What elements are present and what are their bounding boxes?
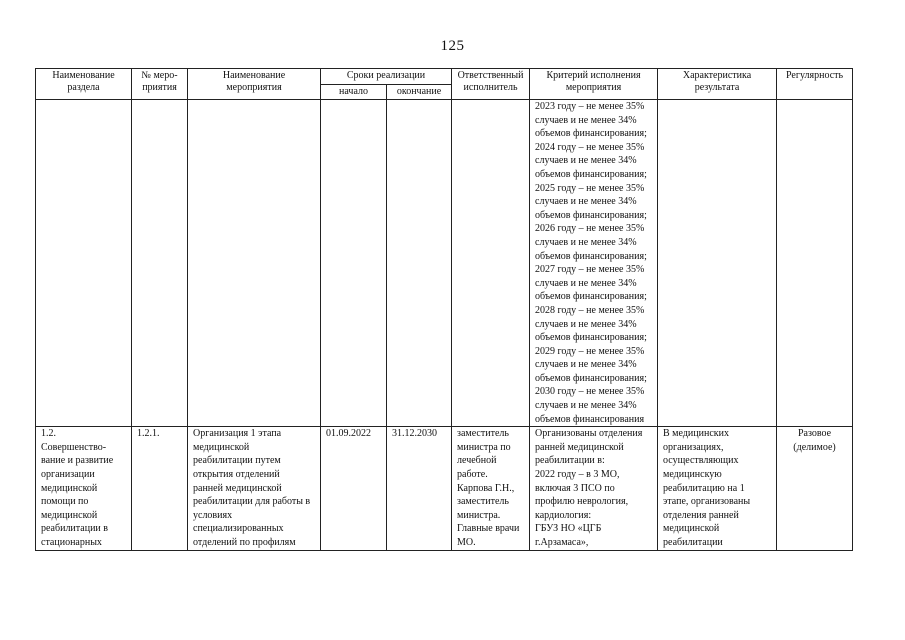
table-row-1-2-1	[36, 427, 853, 550]
cell-criterion: Организованы отделения ранней медицинской реабилитации в: 2022 году – в 3 МО, включая 3 ПСО по профилю неврология, кардиология: ГБУЗ НО «ЦГБ г.Арзамаса»,	[530, 427, 658, 550]
header-start: начало	[321, 85, 387, 100]
cell-empty	[321, 100, 387, 427]
cell-empty	[36, 100, 132, 427]
measures-table	[35, 68, 853, 551]
cell-empty	[452, 100, 530, 427]
cell-result: В медицинских организациях, осуществляющих медицинскую реабилитацию на 1 этапе, организованы отделения ранней медицинской реабилитации	[658, 427, 777, 550]
cell-end: 31.12.2030	[387, 427, 452, 550]
cell-empty	[188, 100, 321, 427]
cell-section: 1.2. Совершенство- вание и развитие организации медицинской помощи по медицинской реабилитации в стационарных	[36, 427, 132, 550]
table-row-continuation	[36, 100, 853, 427]
cell-empty	[132, 100, 188, 427]
cell-empty	[777, 100, 853, 427]
header-event-name: Наименование мероприятия	[188, 69, 321, 100]
header-criterion: Критерий исполнения мероприятия	[530, 69, 658, 100]
header-regularity: Регулярность	[777, 69, 853, 100]
header-end: окончание	[387, 85, 452, 100]
cell-event-name: Организация 1 этапа медицинской реабилитации путем открытия отделений ранней медицинской реабилитации для работы в условиях специализированных отделений по профилям	[188, 427, 321, 550]
cell-event-no: 1.2.1.	[132, 427, 188, 550]
header-executor: Ответственный исполнитель	[452, 69, 530, 100]
cell-start: 01.09.2022	[321, 427, 387, 550]
header-terms: Сроки реализации	[321, 69, 452, 85]
cell-regularity: Разовое (делимое)	[777, 427, 853, 550]
cell-empty	[658, 100, 777, 427]
page-number: 125	[440, 38, 465, 54]
cell-executor: заместитель министра по лечебной работе. Карпова Г.Н., заместитель министра. Главные врачи МО.	[452, 427, 530, 550]
cell-empty	[387, 100, 452, 427]
header-section-name: Наименование раздела	[36, 69, 132, 100]
header-result: Характеристика результата	[658, 69, 777, 100]
header-event-no: № меро- приятия	[132, 69, 188, 100]
cell-criterion-continuation: 2023 году – не менее 35% случаев и не менее 34% объемов финансирования; 2024 году – не менее 35% случаев и не менее 34% объемов финансирования; 2025 году – не менее 35% случаев и не менее 34% объемов финансирования; 2026 году – не менее 35% случаев и не менее 34% объемов финансирования; 2027 году – не менее 35% случаев и не менее 34% объемов финансирования; 2028 году – не менее 35% случаев и не менее 34% объемов финансирования; 2029 году – не менее 35% случаев и не менее 34% объемов финансирования; 2030 году – не менее 35% случаев и не менее 34% объемов финансирования	[530, 100, 658, 427]
